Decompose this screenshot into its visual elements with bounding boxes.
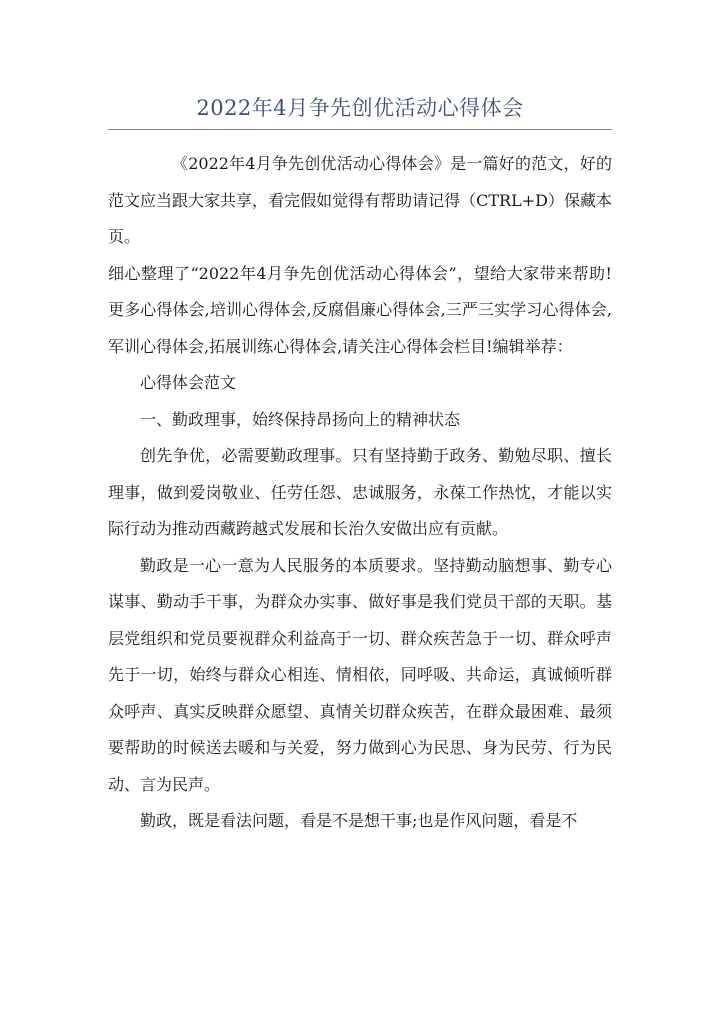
section-heading: 一、勤政理事，始终保持昂扬向上的精神状态 [140,409,461,429]
body-paragraph: 勤政是一心一意为人民服务的本质要求。坚持勤动脑想事、勤专心谋事、勤动手干事，为群众办实事、做好事是我们党员干部的天职。基层党组织和党员要视群众利益高于一切、群众疾苦急于一切、群众呼声先于一切，始终与群众心相连、情相依，同呼吸、共命运，真诚倾听群众呼声、真实反映群众愿望、真情关切群众疾苦，在群众最困难、最须要帮助的时候送去暖和与关爱，努力做到心为民思、身为民劳、行为民动、言为民声。 [108,555,612,794]
document-body [108,146,612,840]
title-divider [108,129,612,130]
document-title: 2022年4月争先创优活动心得体会 [196,96,524,120]
intro-paragraph: 《2022年4月争先创优活动心得体会》是一篇好的范文，好的范文应当跟大家共享，看完假如觉得有帮助请记得（CTRL+D）保藏本页。 [108,154,612,246]
section-label: 心得体会范文 [140,373,237,392]
notice-paragraph: 细心整理了“2022年4月争先创优活动心得体会”，望给大家带来帮助!更多心得体会,培训心得体会,反腐倡廉心得体会,三严三实学习心得体会,军训心得体会,拓展训练心得体会,请关注心得体会栏目!编辑举荐： [108,263,612,356]
body-paragraph: 勤政，既是看法问题，看是不是想干事;也是作风问题，看是不 [140,811,578,830]
body-paragraph: 创先争优，必需要勤政理事。只有坚持勤于政务、勤勉尽职、擅长理事，做到爱岗敬业、任劳任怨、忠诚服务，永葆工作热忱，才能以实际行动为推动西藏跨越式发展和长治久安做出应有贡献。 [108,446,612,538]
